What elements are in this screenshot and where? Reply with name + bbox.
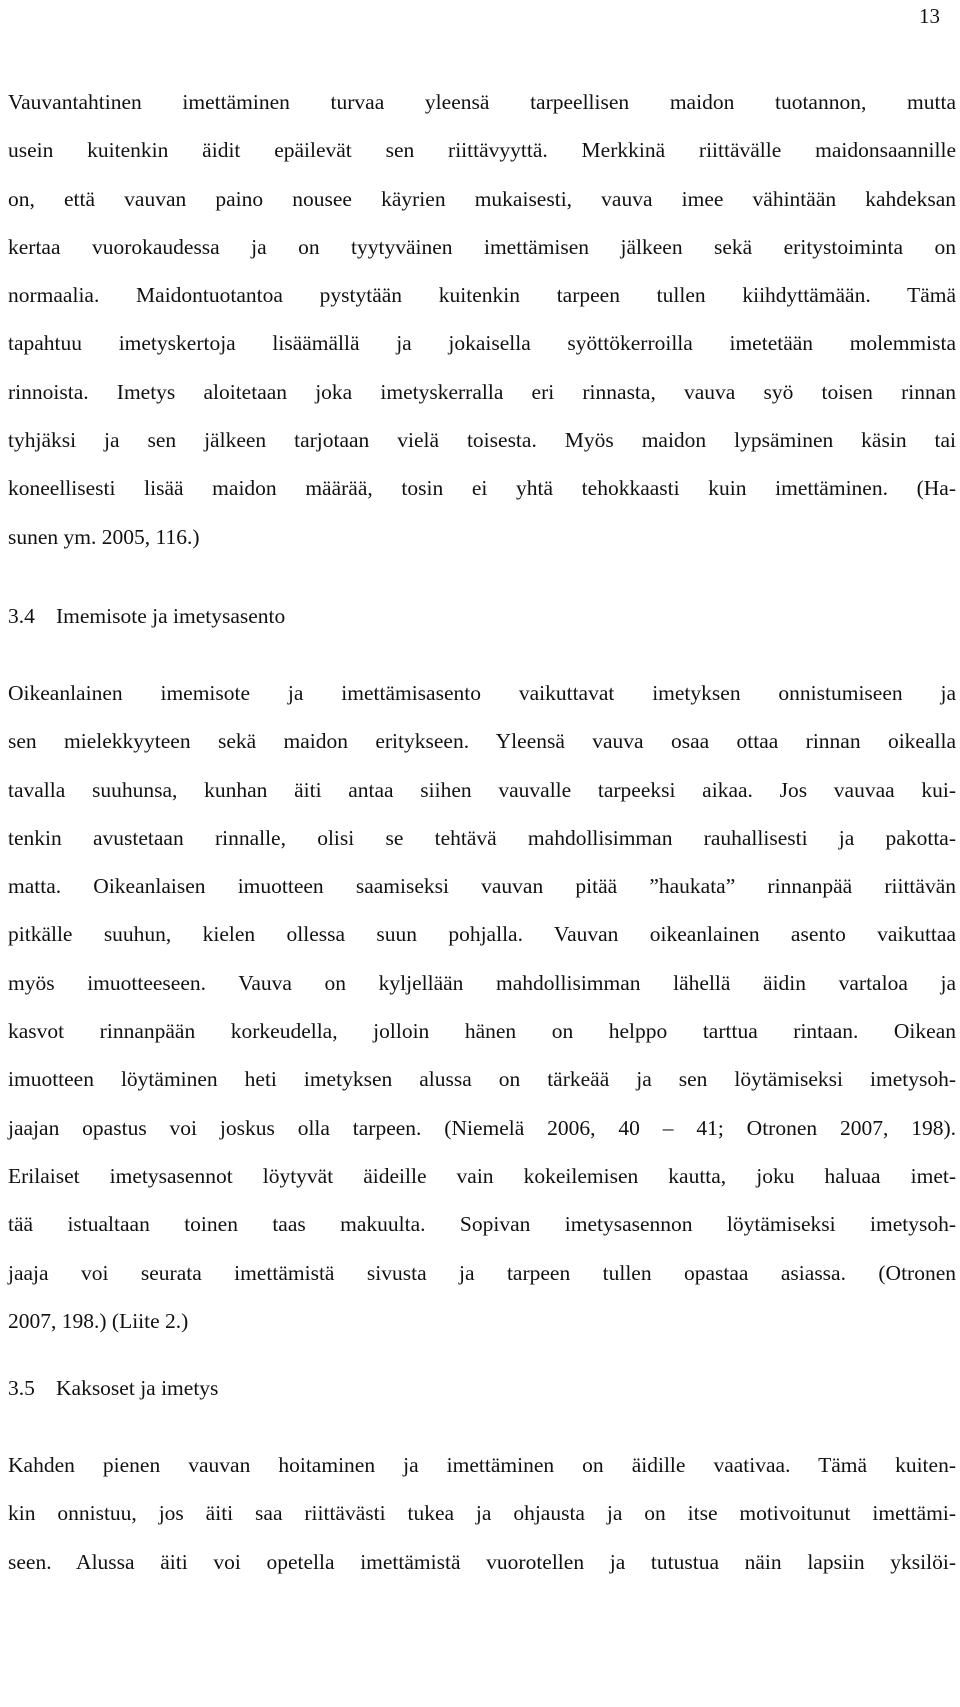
text-line: Erilaiset imetysasennot löytyvät äideille vain kokeilemisen kautta, joku haluaa imet- [8,1163,956,1188]
section-number: 3.5 [8,1376,35,1400]
section-number: 3.4 [8,604,35,628]
text-line: matta. Oikeanlaisen imuotteen saamiseksi vauvan pitää ”haukata” rinnanpää riittävän [8,874,956,899]
paragraph-latch-and-position [8,669,956,1345]
text-line: tää istualtaan toinen taas makuulta. Sopivan imetysasennon löytämiseksi imetysoh- [8,1212,956,1237]
text-line: 2007, 198.) (Liite 2.) [8,1308,189,1333]
text-line: kin onnistuu, jos äiti saa riittävästi tukea ja ohjausta ja on itse motivoitunut imettämi- [8,1501,956,1526]
text-line: koneellisesti lisää maidon määrää, tosin ei yhtä tehokkaasti kuin imettäminen. (Ha- [8,476,956,501]
section-heading-3-4 [8,604,285,629]
text-line: tyhjäksi ja sen jälkeen tarjotaan vielä toisesta. Myös maidon lypsäminen käsin tai [8,428,956,453]
text-line: imuotteen löytäminen heti imetyksen alussa on tärkeää ja sen löytämiseksi imetysoh- [8,1067,956,1092]
paragraph-breastfeeding-sufficiency [8,78,956,561]
text-line: sunen ym. 2005, 116.) [8,524,200,549]
text-line: tapahtuu imetyskertoja lisäämällä ja jokaisella syöttökerroilla imetetään molemmista [8,331,956,356]
text-line: jaajan opastus voi joskus olla tarpeen. (Niemelä 2006, 40 – 41; Otronen 2007, 198). [8,1115,956,1140]
text-line: jaaja voi seurata imettämistä sivusta ja tarpeen tullen opastaa asiassa. (Otronen [8,1260,956,1285]
section-title: Imemisote ja imetysasento [56,604,286,628]
text-line: kasvot rinnanpään korkeudella, jolloin hänen on helppo tarttua rintaan. Oikean [8,1019,956,1044]
text-line: on, että vauvan paino nousee käyrien mukaisesti, vauva imee vähintään kahdeksan [8,186,956,211]
text-line: pitkälle suuhun, kielen ollessa suun pohjalla. Vauvan oikeanlainen asento vaikuttaa [8,922,956,947]
paragraph-twins [8,1441,956,1586]
text-line: usein kuitenkin äidit epäilevät sen riittävyyttä. Merkkinä riittävälle maidonsaannille [8,138,956,163]
text-line: tenkin avustetaan rinnalle, olisi se tehtävä mahdollisimman rauhallisesti ja pakotta- [8,825,956,850]
text-line: Kahden pienen vauvan hoitaminen ja imettäminen on äidille vaativaa. Tämä kuiten- [8,1453,956,1477]
text-line: normaalia. Maidontuotantoa pystytään kuitenkin tarpeen tullen kiihdyttämään. Tämä [8,283,956,308]
text-line: seen. Alussa äiti voi opetella imettämistä vuorotellen ja tutustua näin lapsiin yksilöi- [8,1549,956,1574]
text-line: myös imuotteeseen. Vauva on kyljellään mahdollisimman lähellä äidin vartaloa ja [8,970,956,995]
text-line: rinnoista. Imetys aloitetaan joka imetyskerralla eri rinnasta, vauva syö toisen rinnan [8,379,956,404]
section-title: Kaksoset ja imetys [56,1376,219,1400]
section-heading-3-5 [8,1376,218,1401]
text-line: sen mielekkyyteen sekä maidon eritykseen. Yleensä vauva osaa ottaa rinnan oikealla [8,729,956,754]
text-line: tavalla suuhunsa, kunhan äiti antaa siihen vauvalle tarpeeksi aikaa. Jos vauvaa kui- [8,777,956,802]
text-line: Vauvantahtinen imettäminen turvaa yleensä tarpeellisen maidon tuotannon, mutta [8,90,956,114]
text-line: kertaa vuorokaudessa ja on tyytyväinen imettämisen jälkeen sekä eritystoiminta on [8,234,956,259]
text-line: Oikeanlainen imemisote ja imettämisasento vaikuttavat imetyksen onnistumiseen ja [8,681,956,705]
page-number: 13 [919,4,940,28]
